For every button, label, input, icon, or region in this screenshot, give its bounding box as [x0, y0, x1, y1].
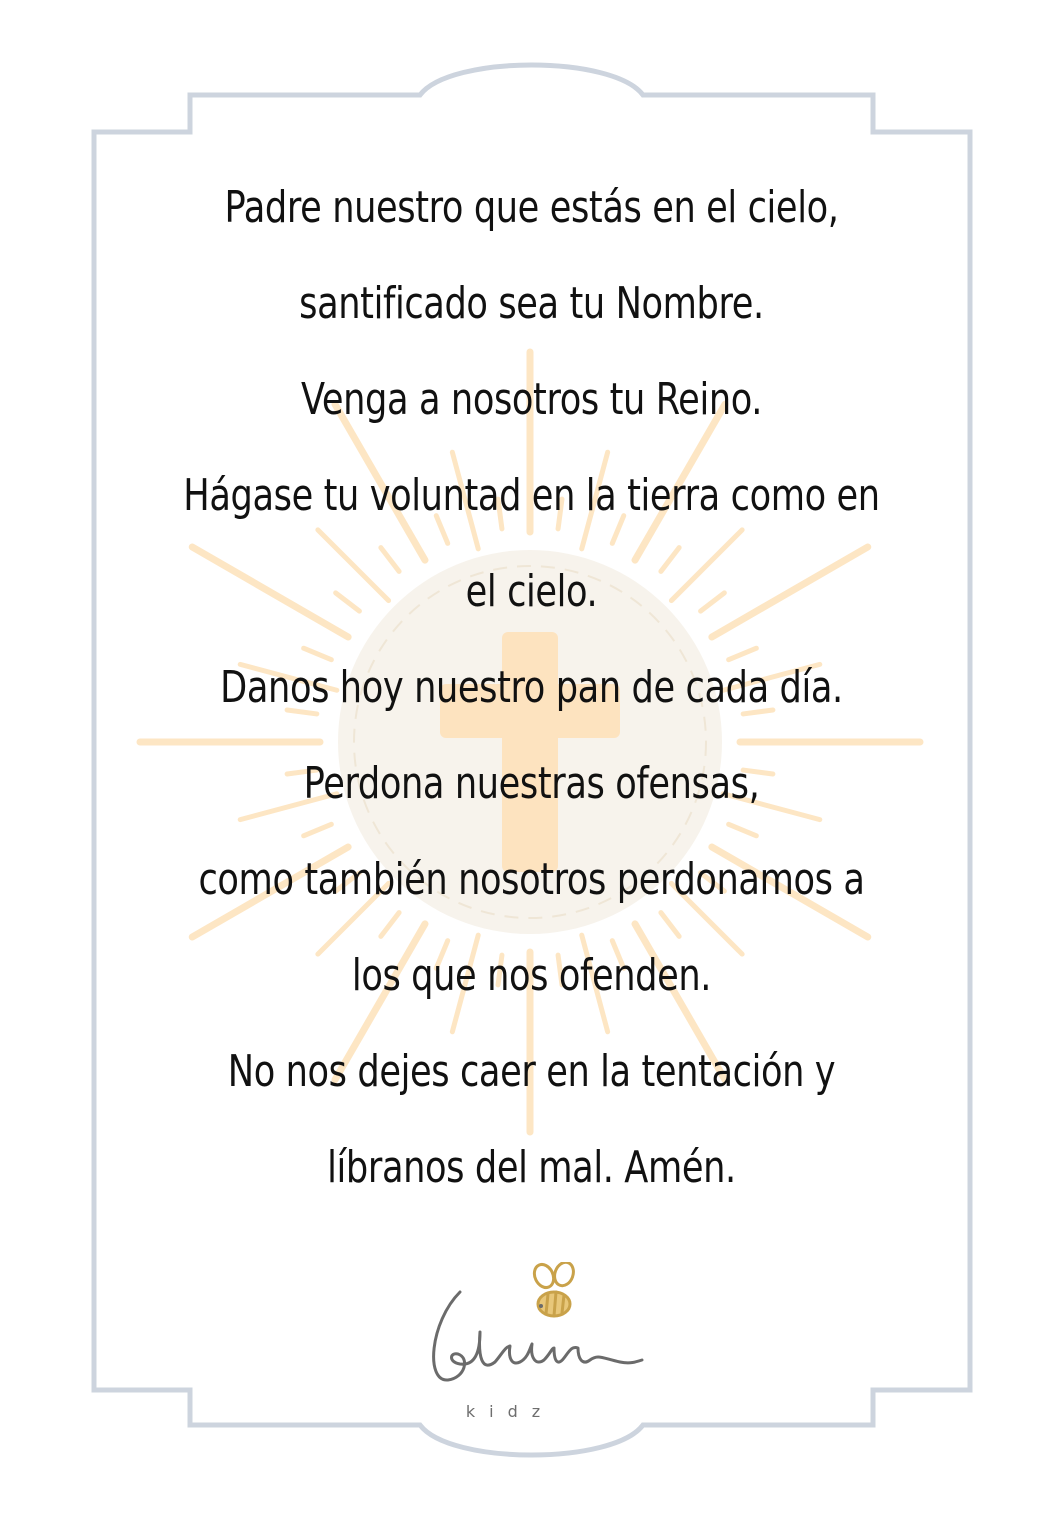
logo-wordmark: [420, 1262, 650, 1402]
bee-icon: [531, 1262, 577, 1316]
prayer-line: el cielo.: [465, 566, 598, 617]
prayer-line: líbranos del mal. Amén.: [327, 1142, 736, 1193]
prayer-line: No nos dejes caer en la tentación y: [227, 1046, 836, 1097]
prayer-line: Perdona nuestras ofensas,: [303, 758, 760, 809]
prayer-line: Hágase tu voluntad en la tierra como en: [183, 470, 880, 521]
prayer-line: Padre nuestro que estás en el cielo,: [224, 182, 839, 233]
prayer-line: Venga a nosotros tu Reino.: [300, 374, 763, 425]
prayer-line: Danos hoy nuestro pan de cada día.: [220, 662, 843, 713]
brand-logo: [420, 1262, 650, 1432]
logo-subtitle: kidz: [465, 1402, 555, 1421]
prayer-line: los que nos ofenden.: [351, 950, 712, 1001]
prayer-line: santificado sea tu Nombre.: [299, 278, 764, 329]
prayer-text: [95, 160, 968, 1216]
prayer-line: como también nosotros perdonamos a: [198, 854, 865, 905]
